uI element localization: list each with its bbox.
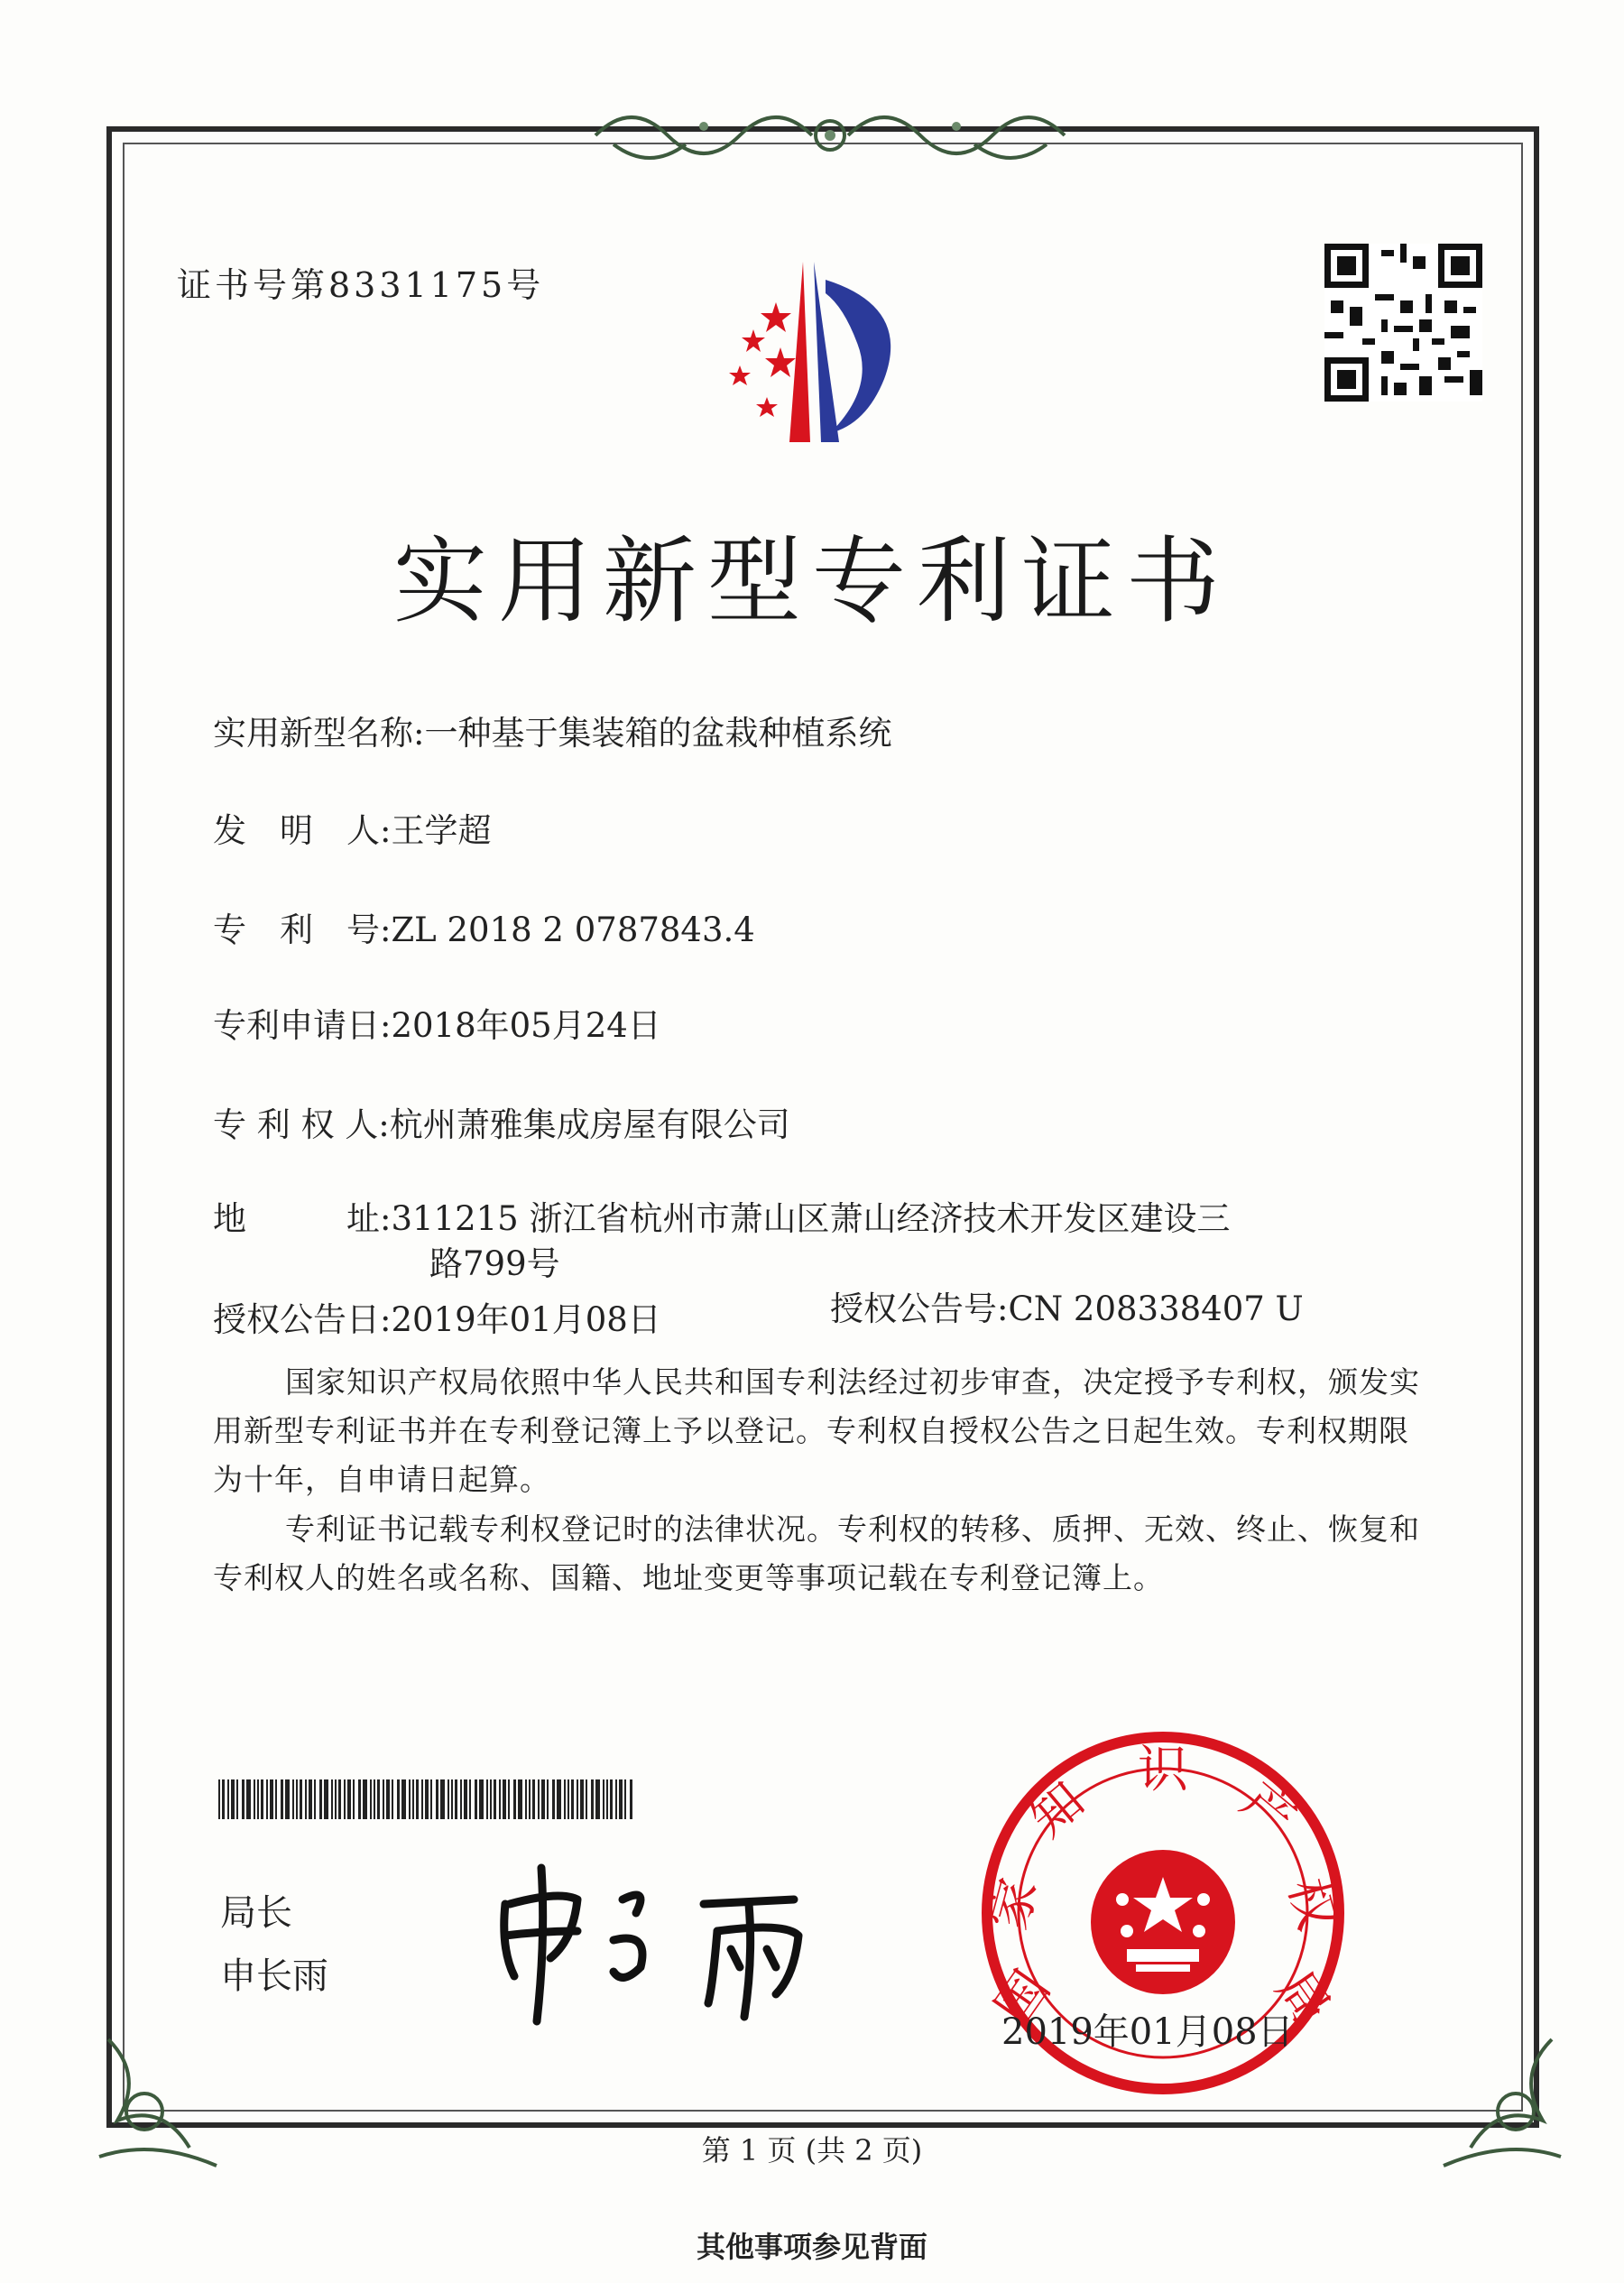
field-inventor-value: 王学超	[391, 811, 492, 850]
field-grant-date	[213, 1292, 661, 1341]
seal-char-2: 家	[979, 1872, 1049, 1936]
field-patentee	[213, 1097, 790, 1146]
field-inventor	[213, 803, 491, 852]
field-grant-date-value: 2019年01月08日	[391, 1300, 661, 1339]
seal-char-5: 产	[1230, 1770, 1307, 1849]
footer-note: 其他事项参见背面	[696, 2230, 927, 2264]
certificate-title: 实用新型专利证书	[392, 526, 1231, 636]
field-address-label: 地 址:	[213, 1199, 392, 1238]
seal-date: 2019年01月08日	[1001, 2011, 1294, 2053]
field-address-line2	[429, 1236, 560, 1285]
field-patent-no-value: ZL 2018 2 0787843.4	[391, 910, 755, 949]
director-name: 申长雨	[220, 1955, 328, 1997]
field-address	[213, 1191, 1230, 1240]
field-application-date	[213, 998, 661, 1047]
seal-char-4: 识	[1138, 1741, 1188, 1799]
field-patent-no	[213, 902, 755, 951]
field-application-date-value: 2018年05月24日	[391, 1006, 661, 1045]
field-name-label: 实用新型名称:	[213, 714, 425, 753]
field-patentee-value: 杭州萧雅集成房屋有限公司	[389, 1105, 790, 1144]
director-title: 局长	[220, 1892, 292, 1934]
director-signature-icon	[487, 1850, 848, 2030]
field-grant-no	[830, 1281, 1304, 1330]
field-grant-no-label: 授权公告号:	[830, 1289, 1009, 1328]
field-grant-date-label: 授权公告日:	[213, 1300, 392, 1339]
qr-code-icon	[1324, 244, 1482, 402]
paragraph-1: 国家知识产权局依照中华人民共和国专利法经过初步审查，决定授予专利权，颁发实用新型专利证书并在专利登记簿上予以登记。专利权自授权公告之日起生效。专利权期限为十年，自申请日起算。	[213, 1364, 1420, 1497]
seal-char-7: 局	[1264, 1960, 1342, 2036]
seal-char-1: 国	[984, 1960, 1062, 2036]
seal-char-6: 权	[1277, 1872, 1347, 1936]
field-name-value: 一种基于集装箱的盆栽种植系统	[424, 714, 892, 753]
field-address-value-line2: 路799号	[429, 1244, 560, 1283]
top-ornament-icon	[577, 99, 1083, 171]
field-application-date-label: 专利申请日:	[213, 1006, 392, 1045]
patent-office-logo-icon	[704, 253, 956, 451]
field-address-value-line1: 311215 浙江省杭州市萧山区萧山经济技术开发区建设三	[391, 1199, 1231, 1238]
field-name	[213, 706, 891, 754]
paragraph-2: 专利证书记载专利权登记时的法律状况。专利权的转移、质押、无效、终止、恢复和专利权人的姓名或名称、国籍、地址变更等事项记载在专利登记簿上。	[213, 1511, 1420, 1595]
page-number: 第 1 页 (共 2 页)	[701, 2133, 923, 2167]
field-inventor-label: 发 明 人:	[213, 811, 392, 850]
seal-char-3: 知	[1019, 1770, 1096, 1849]
field-patent-no-label: 专 利 号:	[213, 910, 392, 949]
field-grant-no-value: CN 208338407 U	[1008, 1289, 1304, 1328]
barcode-icon	[218, 1779, 633, 1819]
field-patentee-label: 专 利 权 人:	[213, 1105, 390, 1144]
certificate-number: 证书号第8331175号	[177, 265, 545, 305]
